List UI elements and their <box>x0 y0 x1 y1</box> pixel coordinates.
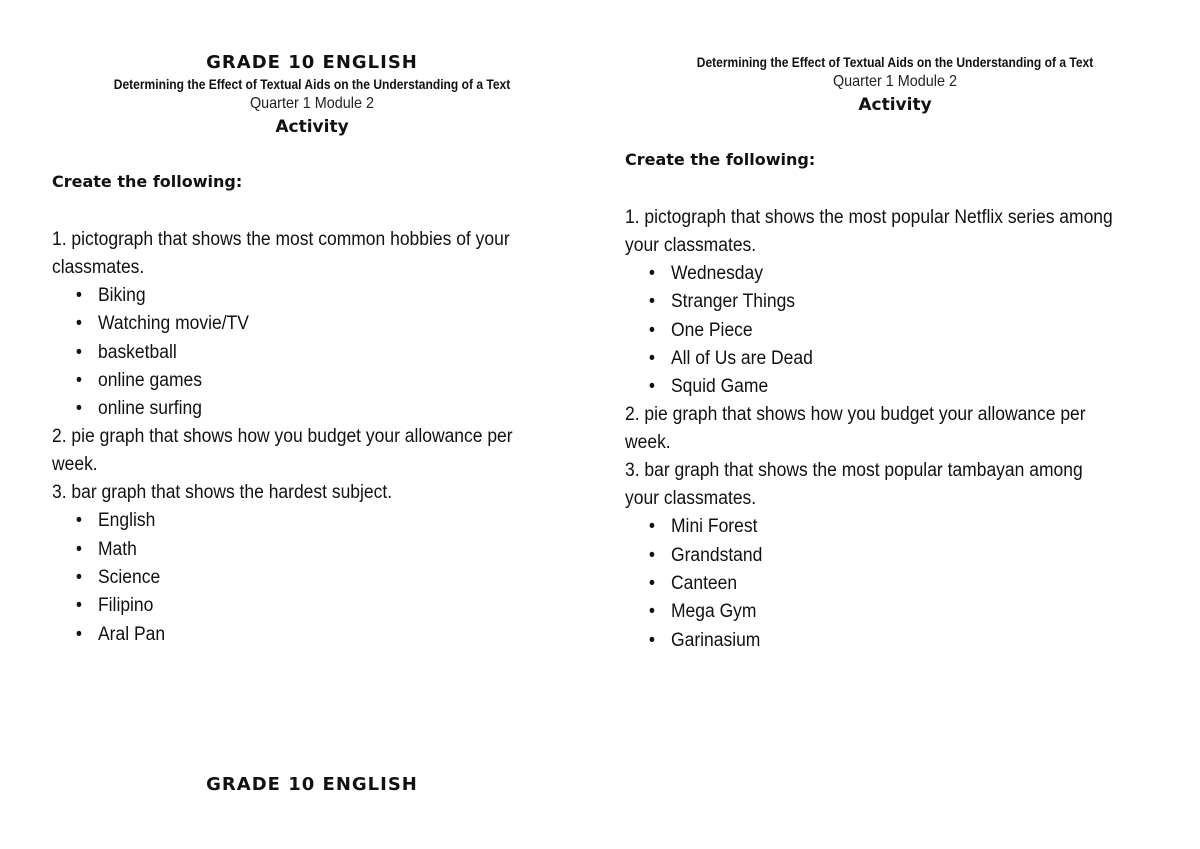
bullet-icon: • <box>75 595 83 617</box>
left-item1-list <box>52 282 572 423</box>
list-item: • English <box>52 507 530 535</box>
list-item: • All of Us are Dead <box>625 345 1122 373</box>
list-item: • Garinasium <box>625 627 1122 655</box>
right-item3-list <box>625 513 1165 654</box>
list-item: • basketball <box>52 339 530 367</box>
right-quarter-module: Quarter 1 Module 2 <box>832 73 958 90</box>
list-item: • Stranger Things <box>625 288 1122 316</box>
bullet-icon: • <box>648 347 656 369</box>
right-item3-line1: 3. bar graph that shows the most popular tambayan among <box>625 460 1083 482</box>
right-item1-list <box>625 260 1165 401</box>
bullet-icon: • <box>648 516 656 538</box>
right-lesson-subtitle: Determining the Effect of Textual Aids on the Understanding of a Text <box>696 54 1094 70</box>
bullet-icon: • <box>75 369 83 391</box>
right-create-instruction: Create the following: <box>625 150 816 169</box>
list-item: • Watching movie/TV <box>52 310 530 338</box>
left-worksheet <box>52 0 572 649</box>
list-item: • Biking <box>52 282 530 310</box>
left-quarter-module: Quarter 1 Module 2 <box>249 95 375 112</box>
left-item1-line1: 1. pictograph that shows the most common hobbies of your <box>52 229 510 250</box>
left-item1-line2: classmates. <box>52 257 145 278</box>
list-item: • online games <box>52 367 530 395</box>
footer-grade-title: GRADE 10 ENGLISH <box>206 774 418 795</box>
left-item2-line1: 2. pie graph that shows how you budget your allowance per <box>52 426 513 448</box>
left-grade-title: GRADE 10 ENGLISH <box>206 52 418 73</box>
right-activity-heading: Activity <box>858 95 932 115</box>
bullet-icon: • <box>75 313 83 335</box>
right-worksheet <box>625 0 1165 655</box>
left-activity-heading: Activity <box>275 117 349 137</box>
left-item2-line2: week. <box>52 454 98 476</box>
right-item3-line2: your classmates. <box>625 488 757 510</box>
right-item1-line2: your classmates. <box>625 235 757 256</box>
left-item3-line1: 3. bar graph that shows the hardest subject. <box>52 482 393 504</box>
list-item: • Mega Gym <box>625 598 1122 626</box>
left-create-instruction: Create the following: <box>52 172 243 191</box>
right-item2-line2: week. <box>625 432 671 454</box>
bullet-icon: • <box>75 398 83 420</box>
bullet-icon: • <box>648 376 656 398</box>
list-item: • online surfing <box>52 395 530 423</box>
bullet-icon: • <box>648 601 656 623</box>
bullet-icon: • <box>75 623 83 645</box>
list-item: • Squid Game <box>625 373 1122 401</box>
left-item3-list <box>52 507 572 648</box>
bullet-icon: • <box>75 538 83 560</box>
bullet-icon: • <box>75 285 83 306</box>
bullet-icon: • <box>648 319 656 341</box>
bullet-icon: • <box>648 544 656 566</box>
bullet-icon: • <box>648 573 656 595</box>
list-item: • Aral Pan <box>52 621 530 649</box>
list-item: • Math <box>52 536 530 564</box>
bullet-icon: • <box>75 567 83 589</box>
list-item: • Grandstand <box>625 542 1122 570</box>
list-item: • Mini Forest <box>625 513 1122 541</box>
bullet-icon: • <box>648 291 656 313</box>
list-item: • Canteen <box>625 570 1122 598</box>
bullet-icon: • <box>75 510 83 532</box>
list-item: • One Piece <box>625 317 1122 345</box>
right-item1-line1: 1. pictograph that shows the most popular Netflix series among <box>625 207 1113 228</box>
right-item2-line1: 2. pie graph that shows how you budget your allowance per <box>625 404 1086 426</box>
bullet-icon: • <box>648 263 656 284</box>
bullet-icon: • <box>75 341 83 363</box>
list-item: • Filipino <box>52 592 530 620</box>
bullet-icon: • <box>648 629 656 651</box>
left-lesson-subtitle: Determining the Effect of Textual Aids on the Understanding of a Text <box>113 76 511 92</box>
list-item: • Science <box>52 564 530 592</box>
list-item: • Wednesday <box>625 260 1122 288</box>
